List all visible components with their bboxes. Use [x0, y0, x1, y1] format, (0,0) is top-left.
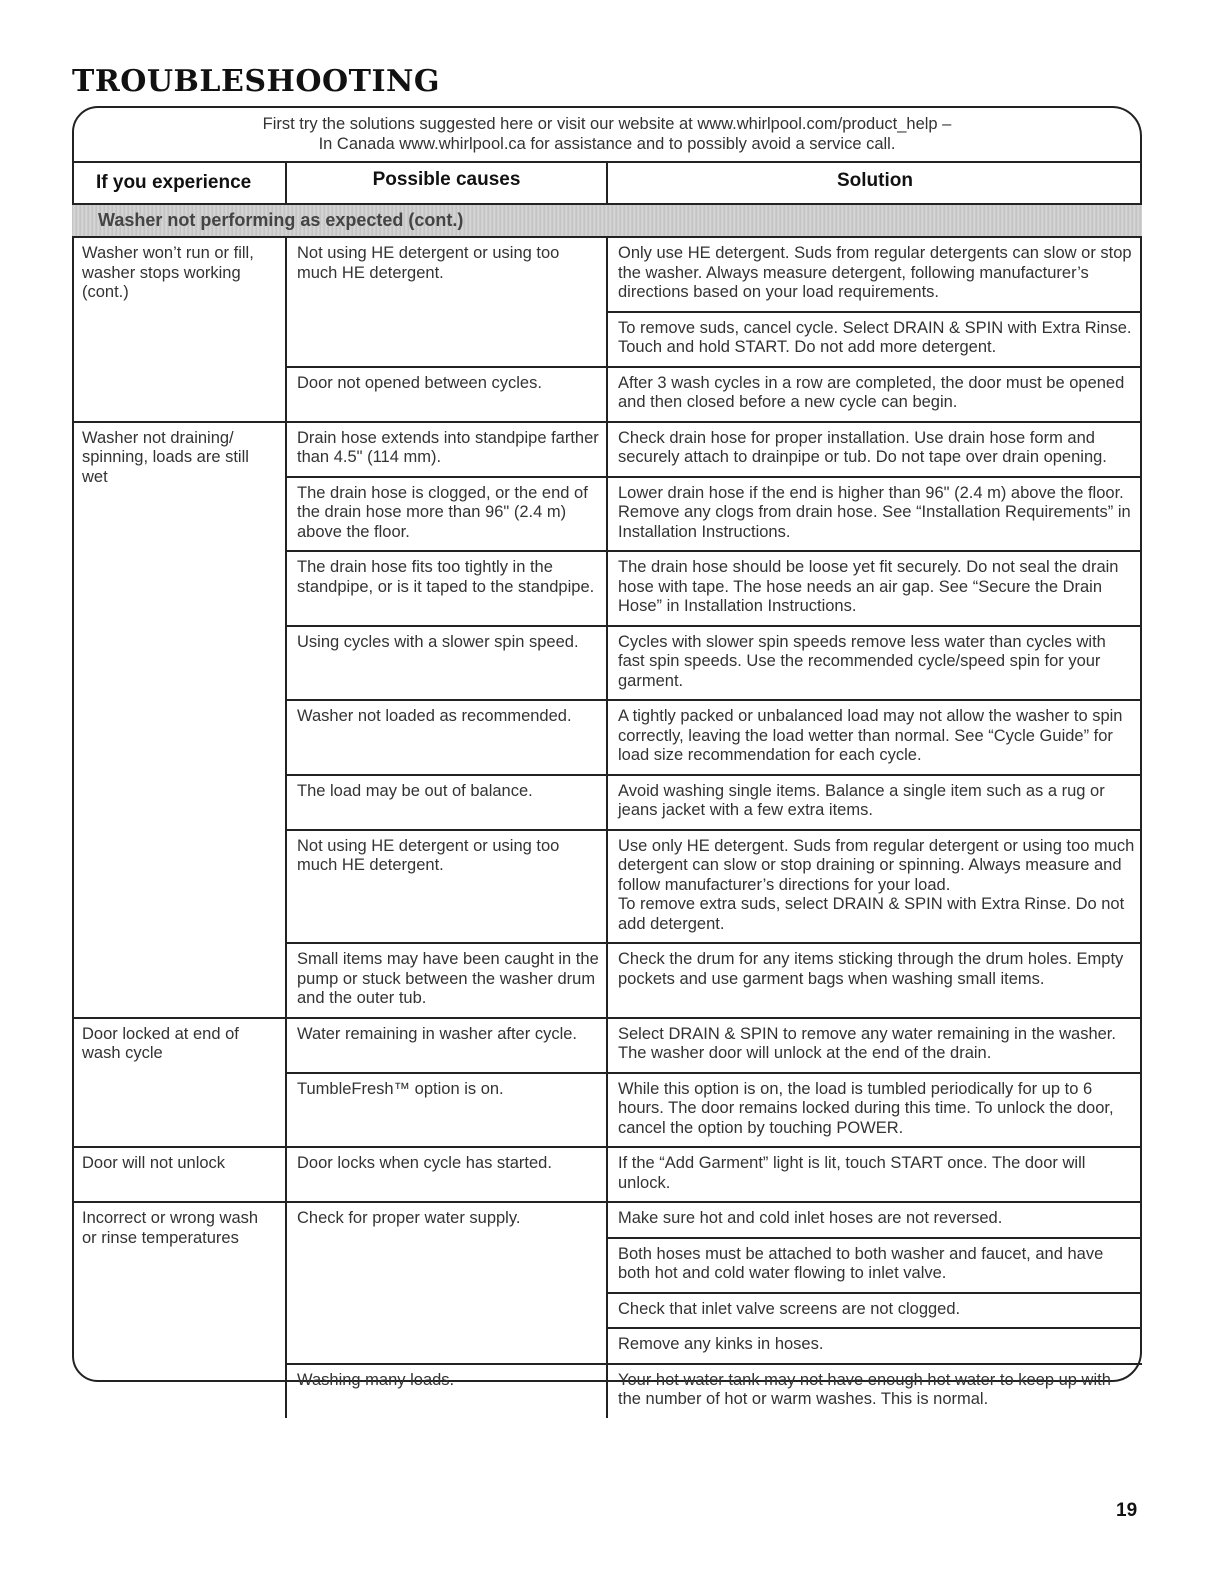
experience-cell: Door locked at end of wash cycle	[72, 1018, 286, 1148]
solution-cell: A tightly packed or unbalanced load may not allow the washer to spin correctly, leaving the load wetter than normal. See “Cycle Guide” for load size recommendation for each cycle.	[607, 700, 1142, 775]
cause-cell: Washer not loaded as recommended.	[286, 700, 607, 775]
solution-text: To remove extra suds, select DRAIN & SPIN with Extra Rinse. Do not add detergent.	[618, 895, 1125, 933]
cause-cell: Using cycles with a slower spin speed.	[286, 626, 607, 701]
header-row	[72, 162, 1142, 204]
cause-cell: Door not opened between cycles.	[286, 367, 607, 422]
intro-line-2: In Canada www.whirlpool.ca for assistance and to possibly avoid a service call.	[318, 135, 896, 153]
intro-text	[74, 114, 1140, 154]
experience-cell: Washer not draining/ spinning, loads are still wet	[72, 422, 286, 1018]
table-row	[72, 1202, 1142, 1238]
page-number: 19	[1116, 1500, 1138, 1521]
cause-cell: The drain hose fits too tightly in the standpipe, or is it taped to the standpipe.	[286, 551, 607, 626]
table-row	[72, 422, 1142, 477]
section-title: Washer not performing as expected (cont.)	[72, 204, 1142, 237]
troubleshooting-table	[72, 161, 1142, 1418]
solution-cell: Check the drum for any items sticking through the drum holes. Empty pockets and use garment bags when washing small items.	[607, 943, 1142, 1018]
solution-cell: Check that inlet valve screens are not clogged.	[607, 1293, 1142, 1329]
page-title: TROUBLESHOOTING	[72, 64, 441, 99]
experience-cell: Washer won’t run or fill, washer stops working (cont.)	[72, 237, 286, 422]
solution-cell: Cycles with slower spin speeds remove less water than cycles with fast spin speeds. Use the recommended cycle/speed spin for your garment.	[607, 626, 1142, 701]
cause-cell: Small items may have been caught in the pump or stuck between the washer drum and the outer tub.	[286, 943, 607, 1018]
solution-cell: Both hoses must be attached to both washer and faucet, and have both hot and cold water flowing to inlet valve.	[607, 1238, 1142, 1293]
solution-cell: Avoid washing single items. Balance a single item such as a rug or jeans jacket with a few extra items.	[607, 775, 1142, 830]
solution-cell: Your hot water tank may not have enough hot water to keep up with the number of hot or warm washes. This is normal.	[618, 1370, 1111, 1408]
solution-cell: Select DRAIN & SPIN to remove any water remaining in the washer. The washer door will unlock at the end of the drain.	[607, 1018, 1142, 1073]
solution-cell: Make sure hot and cold inlet hoses are not reversed.	[607, 1202, 1142, 1238]
cause-cell: Water remaining in washer after cycle.	[286, 1018, 607, 1073]
solution-cell: Check drain hose for proper installation. Use drain hose form and securely attach to drainpipe or tub. Do not tape over drain opening.	[607, 422, 1142, 477]
cause-cell: Door locks when cycle has started.	[286, 1147, 607, 1202]
solution-cell: Lower drain hose if the end is higher than 96" (2.4 m) above the floor. Remove any clogs from drain hose. See “Installation Requirements” in Installation Instructions.	[607, 477, 1142, 552]
header-causes: Possible causes	[286, 162, 607, 204]
solution-cell: After 3 wash cycles in a row are completed, the door must be opened and then closed before a new cycle can begin.	[607, 367, 1142, 422]
table-row	[72, 237, 1142, 312]
cause-cell: The load may be out of balance.	[286, 775, 607, 830]
solution-cell: While this option is on, the load is tumbled periodically for up to 6 hours. The door remains locked during this time. To unlock the door, cancel the option by touching POWER.	[607, 1073, 1142, 1148]
section-band	[72, 204, 1142, 237]
solution-text: Use only HE detergent. Suds from regular detergent or using too much detergent can slow or stop draining or spinning. Always measure and follow manufacturer’s directions for your load.	[618, 836, 1135, 894]
solution-cell: The drain hose should be loose yet fit securely. Do not seal the drain hose with tape. The hose needs an air gap. See “Secure the Drain Hose” in Installation Instructions.	[607, 551, 1142, 626]
cause-cell: Drain hose extends into standpipe farther than 4.5" (114 mm).	[286, 422, 607, 477]
header-experience: If you experience	[72, 162, 286, 204]
header-solution: Solution	[607, 162, 1142, 204]
table-row	[72, 1147, 1142, 1202]
solution-cell: Remove any kinks in hoses.	[607, 1328, 1142, 1364]
cause-cell: Not using HE detergent or using too much HE detergent.	[286, 237, 607, 367]
table-row	[72, 1018, 1142, 1073]
experience-cell: Door will not unlock	[72, 1147, 286, 1202]
solution-cell	[607, 830, 1142, 944]
cause-cell: The drain hose is clogged, or the end of the drain hose more than 96" (2.4 m) above the floor.	[286, 477, 607, 552]
solution-cell: To remove suds, cancel cycle. Select DRAIN & SPIN with Extra Rinse. Touch and hold START. Do not add more detergent.	[607, 312, 1142, 367]
cause-cell: TumbleFresh™ option is on.	[286, 1073, 607, 1148]
cause-cell: Washing many loads.	[286, 1364, 607, 1418]
cause-cell: Check for proper water supply.	[286, 1202, 607, 1364]
intro-line-1: First try the solutions suggested here or visit our website at www.whirlpool.com/product_help –	[262, 115, 952, 133]
cause-cell: Not using HE detergent or using too much HE detergent.	[286, 830, 607, 944]
experience-cell: Incorrect or wrong wash or rinse temperatures	[72, 1202, 286, 1418]
solution-cell: Only use HE detergent. Suds from regular detergents can slow or stop the washer. Always measure detergent, following manufacturer’s directions based on your load requirements.	[607, 237, 1142, 312]
solution-cell: If the “Add Garment” light is lit, touch START once. The door will unlock.	[607, 1147, 1142, 1202]
